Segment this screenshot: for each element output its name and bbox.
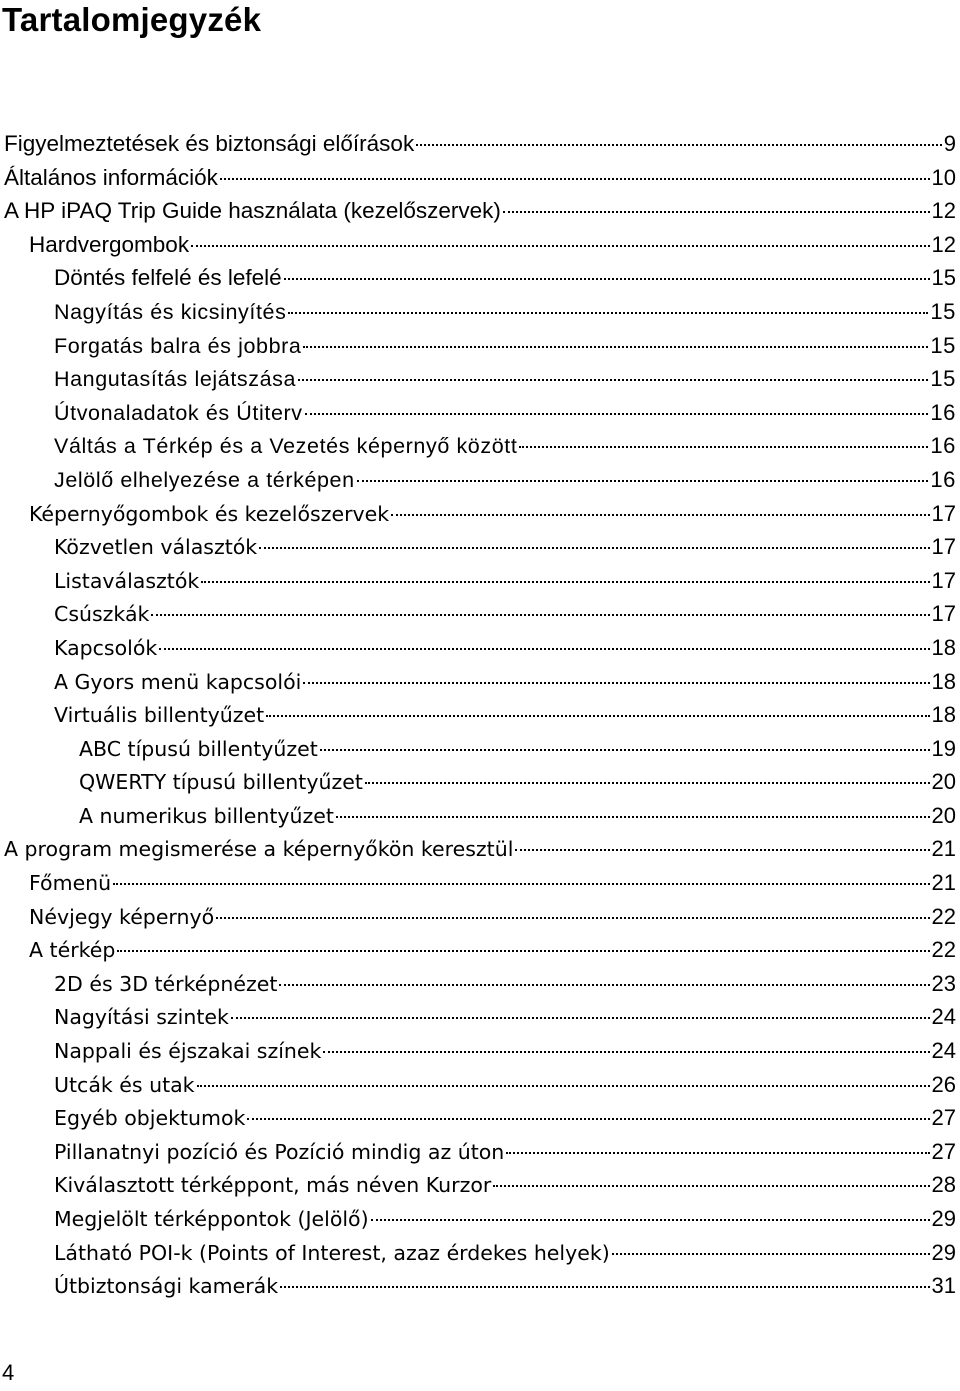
toc-entry[interactable] [0,799,960,833]
toc-entry-title: Nagyítás és kicsinyítés [54,299,287,324]
toc-entry-page-number: 12 [931,198,956,224]
dot-leader [159,648,929,650]
toc-entry[interactable] [0,665,960,699]
dot-leader [303,682,929,684]
toc-entry-title: Egyéb objektumok [54,1106,246,1131]
toc-entry[interactable] [0,933,960,967]
dot-leader [303,346,928,348]
dot-leader [279,984,929,986]
toc-entry-title: Csúszkák [54,602,150,627]
toc-entry-title: Forgatás balra és jobbra [54,333,302,358]
dot-leader [117,950,929,952]
toc-entry-page-number: 27 [931,1105,956,1131]
toc-entry-title: Hardvergombok [29,231,190,257]
toc-entry-title: Döntés felfelé és lefelé [54,265,282,291]
toc-entry-page-number: 17 [931,567,956,593]
dot-leader [247,1118,929,1120]
toc-entry-title: Útbiztonsági kamerák [54,1274,279,1299]
table-of-contents [0,127,960,1303]
dot-leader [371,1219,930,1221]
toc-entry-title: A térkép [29,938,116,963]
toc-entry-title: Kapcsolók [54,635,158,660]
toc-entry-page-number: 23 [931,970,956,996]
toc-entry-title: A numerikus billentyűzet [79,803,334,828]
toc-entry-page-number: 28 [931,1172,956,1198]
toc-entry[interactable] [0,1034,960,1068]
toc-entry-page-number: 20 [931,769,956,795]
page-number: 4 [2,1360,15,1385]
toc-entry-title: Képernyőgombok és kezelőszervek [29,501,390,526]
dot-leader [323,1051,929,1053]
dot-leader [231,1017,930,1019]
toc-entry-page-number: 15 [931,265,956,291]
toc-entry[interactable] [0,732,960,766]
toc-entry-title: Hangutasítás lejátszása [54,367,297,392]
toc-entry-title: ABC típusú billentyűzet [79,736,318,761]
dot-leader [357,480,929,482]
toc-entry[interactable] [0,631,960,665]
toc-entry-page-number: 17 [931,500,956,526]
toc-entry-title: 2D és 3D térképnézet [54,971,278,996]
toc-entry-page-number: 31 [931,1273,956,1299]
toc-entry-title: Megjelölt térképpontok (Jelölő) [54,1207,369,1231]
toc-entry-page-number: 9 [943,131,956,156]
toc-entry-page-number: 21 [931,836,956,862]
toc-entry[interactable] [0,1068,960,1102]
toc-entry[interactable] [0,127,960,161]
toc-entry[interactable] [0,1135,960,1169]
toc-entry-page-number: 29 [931,1206,956,1231]
toc-entry[interactable] [0,765,960,799]
dot-leader [336,816,930,818]
toc-entry[interactable] [0,329,960,363]
toc-entry[interactable] [0,900,960,934]
toc-entry-title: Nappali és éjszakai színek [54,1039,322,1064]
toc-entry[interactable] [0,698,960,732]
dot-leader [391,514,929,516]
toc-entry[interactable] [0,967,960,1001]
toc-entry[interactable] [0,832,960,866]
dot-leader [220,178,930,180]
toc-entry-title: Útvonaladatok és Útiterv [54,400,303,425]
toc-entry[interactable] [0,194,960,228]
toc-entry[interactable] [0,429,960,463]
toc-entry-page-number: 17 [931,601,956,627]
toc-entry[interactable] [0,228,960,262]
dot-leader [305,413,929,415]
toc-entry-title: Virtuális billentyűzet [54,703,265,728]
dot-leader [280,1286,929,1288]
dot-leader [320,749,930,751]
dot-leader [201,581,929,583]
toc-entry-page-number: 18 [931,634,956,660]
toc-entry-title: Jelölő elhelyezése a térképen [54,467,355,492]
dot-leader [197,1085,930,1087]
toc-entry-title: Váltás a Térkép és a Vezetés képernyő között [54,434,518,459]
toc-entry-title: Listaválasztók [54,568,200,593]
toc-entry-title: Kiválasztott térképpont, más néven Kurzor [54,1173,492,1198]
toc-entry-page-number: 22 [931,937,956,963]
toc-entry[interactable] [0,295,960,329]
toc-entry-page-number: 27 [931,1138,956,1164]
toc-entry-page-number: 16 [930,466,956,492]
dot-leader [519,446,928,448]
dot-leader [503,211,930,213]
dot-leader [515,849,929,851]
toc-entry-title: Utcák és utak [54,1072,195,1097]
toc-entry-page-number: 21 [931,870,956,896]
toc-entry-title: Általános információk [4,164,218,190]
toc-entry-page-number: 15 [930,332,956,358]
dot-leader [506,1152,929,1154]
dot-leader [288,312,928,314]
dot-leader [284,278,930,280]
toc-entry-title: Nagyítási szintek [54,1005,229,1030]
dot-leader [191,245,929,247]
toc-entry[interactable] [0,396,960,430]
toc-entry-page-number: 15 [930,298,956,324]
toc-entry-page-number: 24 [931,1004,956,1030]
toc-entry-page-number: 10 [931,164,956,190]
toc-entry[interactable] [0,362,960,396]
toc-entry[interactable] [0,161,960,195]
toc-entry-title: A Gyors menü kapcsolói [54,669,302,694]
dot-leader [298,379,928,381]
toc-entry-page-number: 17 [931,534,956,560]
toc-entry-page-number: 19 [931,735,956,761]
toc-entry[interactable] [0,261,960,295]
toc-entry[interactable] [0,597,960,631]
toc-entry-title: Látható POI-k (Points of Interest, azaz érdekes helyek) [54,1240,610,1265]
toc-entry-page-number: 22 [931,903,956,929]
toc-entry-title: Pillanatnyi pozíció és Pozíció mindig az úton [54,1139,505,1164]
dot-leader [259,547,929,549]
toc-entry[interactable] [0,497,960,531]
toc-entry-title: A program megismerése a képernyőkön keresztül [4,837,514,862]
page-title: Tartalomjegyzék [2,1,262,38]
toc-entry-title: Közvetlen választók [54,535,258,560]
toc-entry[interactable] [0,530,960,564]
toc-entry-title: A HP iPAQ Trip Guide használata (kezelőszervek) [4,198,501,224]
toc-entry-page-number: 16 [930,433,956,459]
dot-leader [493,1185,929,1187]
toc-entry[interactable] [0,1202,960,1236]
toc-entry-page-number: 29 [931,1239,956,1265]
toc-entry-title: Főmenü [29,871,112,896]
dot-leader [365,782,930,784]
toc-entry[interactable] [0,1236,960,1270]
toc-entry[interactable] [0,1000,960,1034]
toc-entry-page-number: 16 [930,399,956,425]
toc-entry-page-number: 15 [930,366,956,392]
dot-leader [113,883,929,885]
toc-entry[interactable] [0,1269,960,1303]
toc-entry-page-number: 12 [931,231,956,257]
toc-entry-page-number: 18 [931,702,956,728]
toc-entry[interactable] [0,866,960,900]
toc-entry-title: Névjegy képernyő [29,904,215,929]
toc-entry[interactable] [0,564,960,598]
toc-entry-page-number: 20 [931,802,956,828]
dot-leader [612,1253,930,1255]
toc-entry-title: QWERTY típusú billentyűzet [79,770,363,795]
toc-entry-page-number: 18 [931,668,956,694]
dot-leader [266,715,929,717]
toc-entry[interactable] [0,1168,960,1202]
dot-leader [216,917,929,919]
toc-entry[interactable] [0,1101,960,1135]
dot-leader [151,614,929,616]
toc-entry[interactable] [0,463,960,497]
toc-entry-title: Figyelmeztetések és biztonsági előírások [4,131,415,156]
toc-entry-page-number: 26 [931,1071,956,1097]
dot-leader [416,144,942,146]
toc-entry-page-number: 24 [931,1038,956,1064]
